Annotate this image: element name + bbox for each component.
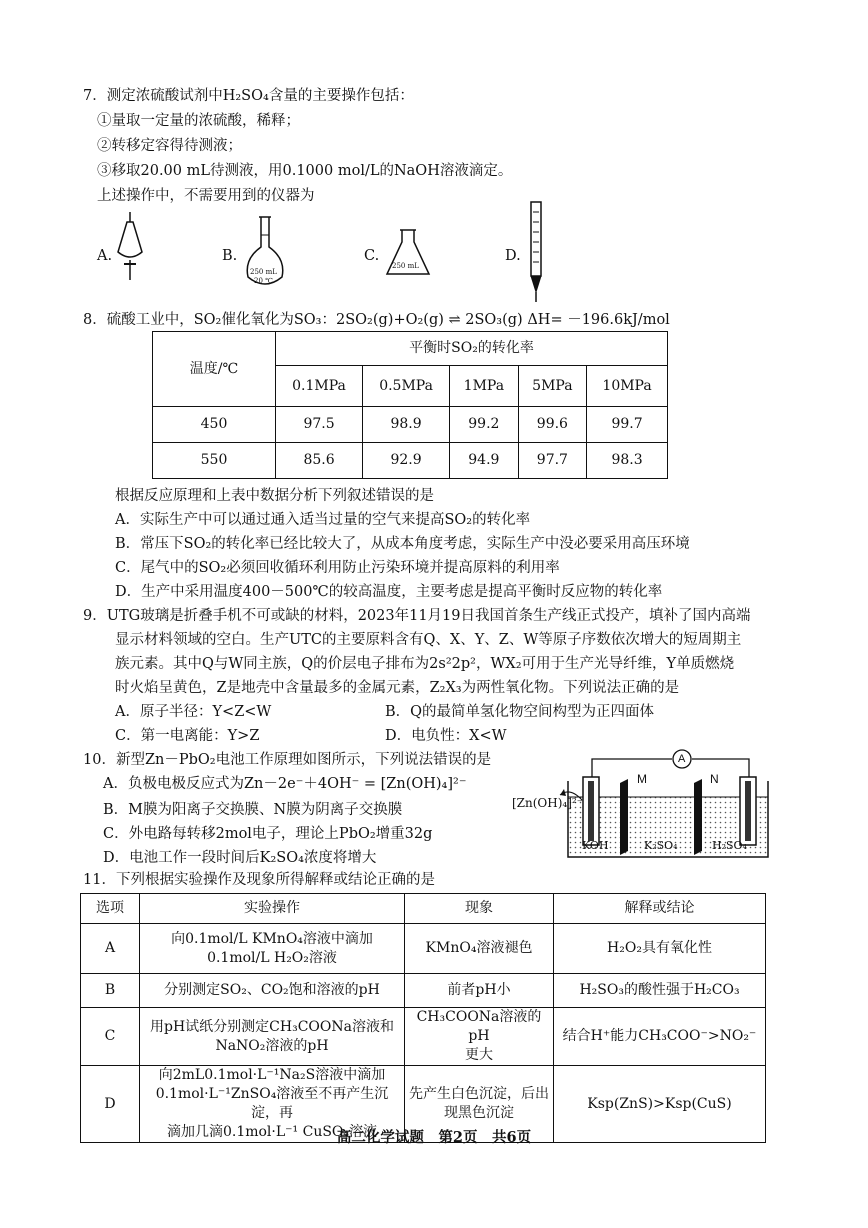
phenomenon-line: 现黑色沉淀 <box>444 1105 514 1121</box>
phenomenon-line: CH₃COONa溶液的pH <box>416 1009 542 1044</box>
erlenmeyer-flask-icon <box>383 226 433 280</box>
temp-cell: 550 <box>153 443 276 479</box>
conclusion-cell: H₂O₂具有氧化性 <box>554 924 766 974</box>
operation-line: 0.1mol·L⁻¹ZnSO₄溶液至不再产生沉淀，再 <box>155 1086 389 1121</box>
table-row <box>153 407 668 443</box>
header-operation: 实验操作 <box>140 894 405 924</box>
q7-step1: ①量取一定量的浓硫酸，稀释； <box>97 113 300 129</box>
pressure-header: 1MPa <box>450 366 519 407</box>
membrane-m-label: M <box>637 772 647 786</box>
value-cell: 98.9 <box>363 407 450 443</box>
flask-temp-label: 20 ℃ <box>254 277 273 285</box>
separatory-funnel-icon <box>110 208 150 288</box>
q10-option-a: A．负极电极反应式为Zn－2e⁻＋4OH⁻ = [Zn(OH)₄]²⁻ <box>103 776 467 792</box>
conversion-table <box>152 331 668 479</box>
operation-line: 向2mL0.1mol·L⁻¹Na₂S溶液中滴加 <box>158 1067 386 1083</box>
q9-line1: 9．UTG玻璃是折叠手机不可或缺的材料，2023年11月19日我国首条生产线正式投产，填补了国内高端 <box>83 608 751 624</box>
q10-stem: 10．新型Zn－PbO₂电池工作原理如图所示，下列说法错误的是 <box>83 752 492 768</box>
q8-option-b: B．常压下SO₂的转化率已经比较大了，从成本角度考虑，实际生产中没必要采用高压环境 <box>115 536 690 552</box>
pressure-header: 10MPa <box>587 366 668 407</box>
value-cell: 99.7 <box>587 407 668 443</box>
q7-question: 上述操作中，不需要用到的仪器为 <box>97 188 315 204</box>
q7-step2: ②转移定容得待测液； <box>97 138 242 154</box>
value-cell: 97.7 <box>518 443 587 479</box>
conclusion-cell: H₂SO₃的酸性强于H₂CO₃ <box>554 974 766 1008</box>
operation-line: 向0.1mol/L KMnO₄溶液中滴加 <box>171 930 373 947</box>
header-conclusion: 解释或结论 <box>554 894 766 924</box>
q10-option-d: D．电池工作一段时间后K₂SO₄浓度将增大 <box>103 850 377 866</box>
value-cell: 99.6 <box>518 407 587 443</box>
option-cell: C <box>81 1008 140 1066</box>
value-cell: 92.9 <box>363 443 450 479</box>
q7-option-d: D. <box>505 248 521 264</box>
flask-volume-label: 250 mL <box>250 268 277 276</box>
phenomenon-cell: 前者pH小 <box>405 974 554 1008</box>
q7-option-a: A. <box>97 248 113 264</box>
q9-line4: 时火焰呈黄色，Z是地壳中含量最多的金属元素，Z₂X₃为两性氧化物。下列说法正确的是 <box>115 680 680 696</box>
value-cell: 98.3 <box>587 443 668 479</box>
q7-step3: ③移取20.00 mL待测液，用0.1000 mol/L的NaOH溶液滴定。 <box>97 163 513 179</box>
phenomenon-line: 更大 <box>465 1047 493 1063</box>
q9-option-b: B．Q的最简单氢化物空间构型为正四面体 <box>385 704 655 720</box>
operation-line: 滴加几滴0.1mol·L⁻¹ CuSO₄溶液 <box>166 1124 378 1140</box>
ammeter-label: A <box>678 753 686 765</box>
value-cell: 97.5 <box>276 407 363 443</box>
conclusion-cell: 结合H⁺能力CH₃COO⁻>NO₂⁻ <box>554 1008 766 1066</box>
pressure-header: 5MPa <box>518 366 587 407</box>
membrane-n-label: N <box>710 772 719 786</box>
zincate-ion-label: [Zn(OH)₄]²⁻ <box>512 796 584 810</box>
q7-option-c: C. <box>364 248 380 264</box>
q9-line3: 族元素。其中Q与W同主族，Q的价层电子排布为2s²2p²，WX₂可用于生产光导纤维，Y单质燃烧 <box>115 656 735 672</box>
erlenmeyer-volume-label: 250 mL <box>392 262 419 270</box>
phenomenon-cell: KMnO₄溶液褪色 <box>405 924 554 974</box>
q7-option-b: B. <box>222 248 238 264</box>
table-row <box>81 1008 766 1066</box>
table-row <box>81 924 766 974</box>
q8-option-c: C．尾气中的SO₂必须回收循环利用防止污染环境并提高原料的利用率 <box>115 560 560 576</box>
phenomenon-cell <box>405 1008 554 1066</box>
value-cell: 85.6 <box>276 443 363 479</box>
phenomenon-line: 先产生白色沉淀，后出 <box>409 1086 549 1102</box>
conversion-group-header: 平衡时SO₂的转化率 <box>276 332 668 366</box>
q9-option-c: C．第一电离能：Y>Z <box>115 728 260 744</box>
experiment-table <box>80 893 766 1143</box>
header-option: 选项 <box>81 894 140 924</box>
q7-stem: 7．测定浓硫酸试剂中H₂SO₄含量的主要操作包括： <box>83 88 414 104</box>
page-footer: 高二化学试题 第2页 共6页 <box>336 1129 532 1146</box>
conclusion-cell: Ksp(ZnS)>Ksp(CuS) <box>554 1066 766 1143</box>
pressure-header: 0.1MPa <box>276 366 363 407</box>
table-row <box>153 443 668 479</box>
value-cell: 99.2 <box>450 407 519 443</box>
q9-option-a: A．原子半径：Y<Z<W <box>115 704 272 720</box>
burette-icon <box>522 198 552 308</box>
operation-cell <box>140 1008 405 1066</box>
q10-option-b: B．M膜为阳离子交换膜、N膜为阴离子交换膜 <box>103 802 403 818</box>
header-phenomenon: 现象 <box>405 894 554 924</box>
temp-header: 温度/℃ <box>153 332 276 407</box>
q8-stem: 8．硫酸工业中，SO₂催化氧化为SO₃：2SO₂(g)+O₂(g) ⇌ 2SO₃(g) ΔH= －196.6kJ/mol <box>83 312 670 328</box>
operation-line: 0.1mol/L H₂O₂溶液 <box>207 949 337 966</box>
operation-line: NaNO₂溶液的pH <box>215 1037 329 1054</box>
option-cell: A <box>81 924 140 974</box>
q11-stem: 11．下列根据实验操作及现象所得解释或结论正确的是 <box>83 872 435 888</box>
q8-option-a: A．实际生产中可以通过通入适当过量的空气来提高SO₂的转化率 <box>115 512 531 528</box>
temp-cell: 450 <box>153 407 276 443</box>
option-cell: D <box>81 1066 140 1143</box>
k2so4-label: K₂SO₄ <box>644 839 678 852</box>
koh-label: KOH <box>582 839 609 852</box>
pressure-header: 0.5MPa <box>363 366 450 407</box>
q8-option-d: D．生产中采用温度400－500℃的较高温度，主要考虑是提高平衡时反应物的转化率 <box>115 584 663 600</box>
operation-line: 用pH试纸分别测定CH₃COONa溶液和 <box>150 1018 394 1035</box>
q9-line2: 显示材料领域的空白。生产UTC的主要原料含有Q、X、Y、Z、W等原子序数依次增大的短周期主 <box>115 632 742 648</box>
h2so4-label: H₂SO₄ <box>712 839 747 852</box>
table-row <box>81 974 766 1008</box>
value-cell: 94.9 <box>450 443 519 479</box>
q9-option-d: D．电负性：X<W <box>385 728 507 744</box>
q8-question: 根据反应原理和上表中数据分析下列叙述错误的是 <box>115 488 434 504</box>
option-cell: B <box>81 974 140 1008</box>
q10-option-c: C．外电路每转移2mol电子，理论上PbO₂增重32g <box>103 826 433 842</box>
operation-cell <box>140 924 405 974</box>
operation-cell: 分别测定SO₂、CO₂饱和溶液的pH <box>140 974 405 1008</box>
